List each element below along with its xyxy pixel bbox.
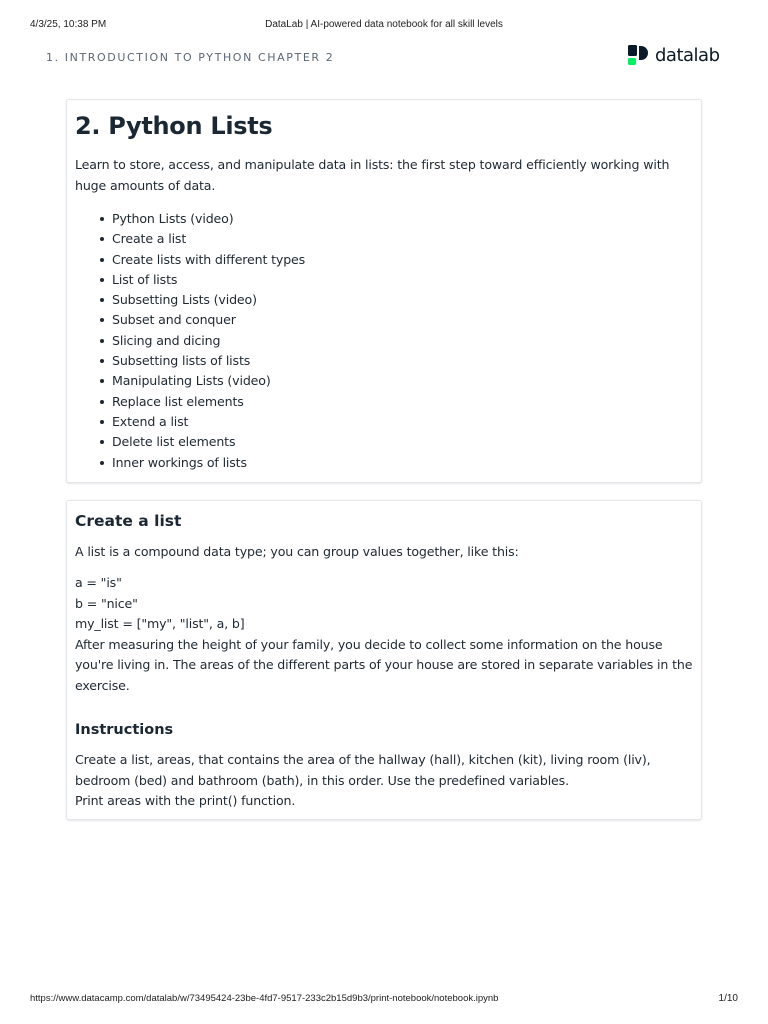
list-item: Slicing and dicing <box>112 331 305 351</box>
page-number: 1/10 <box>718 993 738 1004</box>
exercise-paragraph: After measuring the height of your family, you decide to collect some information on the house you're living in. The areas of the different parts of your house are stored in separate variables in the exercise. <box>75 636 693 693</box>
chapter-description-text: Learn to store, access, and manipulate data in lists: the first step toward efficiently working with huge amounts of data. <box>75 157 670 193</box>
chapter-card <box>66 99 702 483</box>
exercise-intro: A list is a compound data type; you can group values together, like this: <box>75 544 519 559</box>
print-date: 4/3/25, 10:38 PM <box>30 19 107 30</box>
list-item: Extend a list <box>112 412 305 432</box>
list-item: Replace list elements <box>112 392 305 412</box>
code-example <box>75 573 695 696</box>
exercise-card <box>66 500 702 820</box>
lesson-list <box>75 209 305 473</box>
list-item: Create lists with different types <box>112 250 305 270</box>
chapter-description <box>75 155 695 196</box>
list-item: Delete list elements <box>112 432 305 452</box>
list-item: Inner workings of lists <box>112 453 305 473</box>
list-item: Subsetting Lists (video) <box>112 290 305 310</box>
list-item: Manipulating Lists (video) <box>112 371 305 391</box>
code-line: b = "nice" <box>75 595 138 611</box>
list-item: List of lists <box>112 270 305 290</box>
exercise-title: Create a list <box>75 512 182 530</box>
instructions-title: Instructions <box>75 722 174 738</box>
instructions-body <box>75 750 695 812</box>
print-footer-url: https://www.datacamp.com/datalab/w/73495424-23be-4fd7-9517-233c2b15d9b3/print-notebook/notebook.ipynb <box>30 993 499 1004</box>
instruction-item: Print areas with the print() function. <box>75 793 296 808</box>
datalab-logo[interactable] <box>627 44 720 66</box>
code-line: a = "is" <box>75 575 122 590</box>
list-item: Create a list <box>112 229 305 249</box>
list-item: Subset and conquer <box>112 310 305 330</box>
list-item: Subsetting lists of lists <box>112 351 305 371</box>
instruction-item: Create a list, areas, that contains the area of the hallway (hall), kitchen (kit), living room (liv), bedroom (bed) and bathroom (bath), in this order. Use the predefined variables. <box>75 752 651 788</box>
logo-text: datalab <box>655 44 720 66</box>
code-line: my_list = ["my", "list", a, b] <box>75 616 245 631</box>
list-item: Python Lists (video) <box>112 209 305 229</box>
breadcrumb: 1. INTRODUCTION TO PYTHON CHAPTER 2 <box>46 51 335 64</box>
datalab-logo-icon <box>627 44 649 66</box>
print-page-title: DataLab | AI-powered data notebook for all skill levels <box>265 19 503 30</box>
chapter-title: 2. Python Lists <box>75 112 273 140</box>
